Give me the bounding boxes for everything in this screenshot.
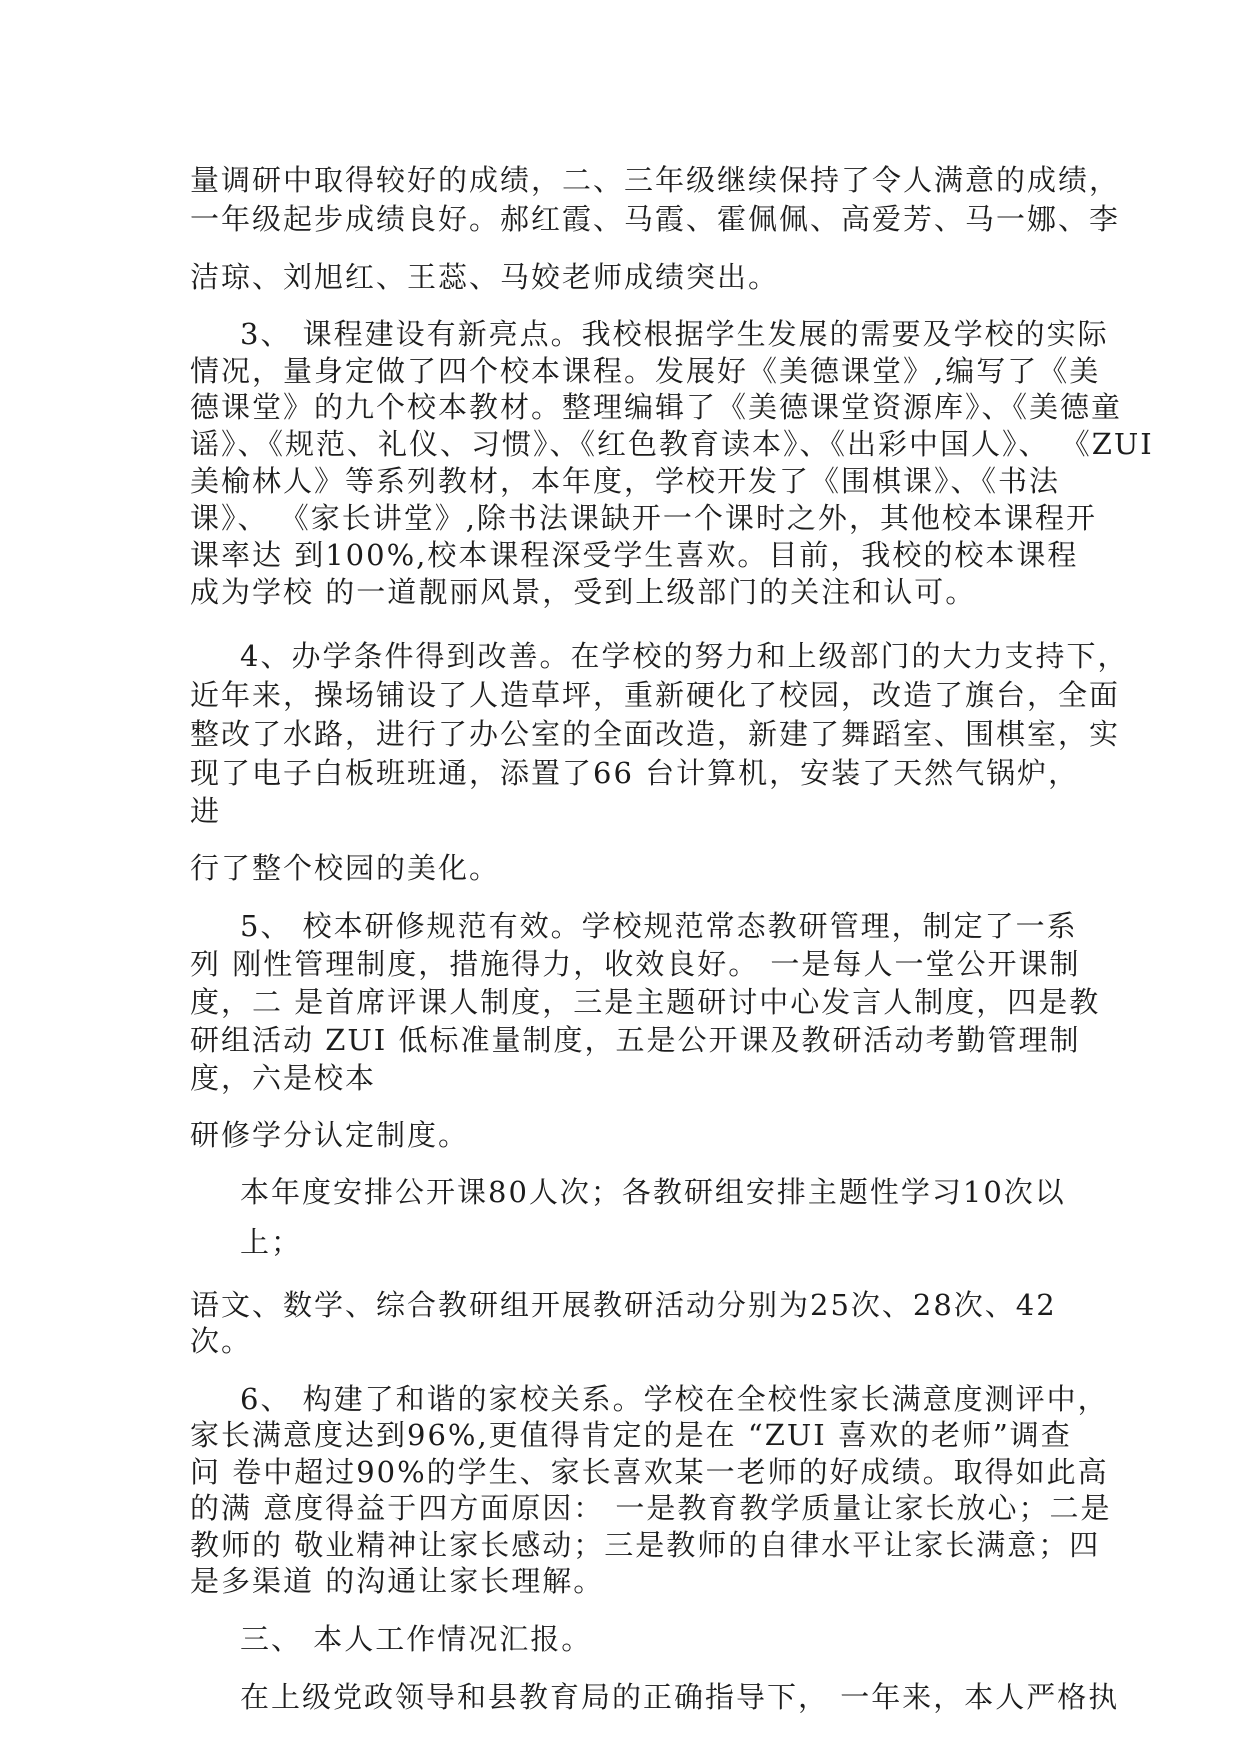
paragraph-line: 整改了水路，进行了办公室的全面改造，新建了舞蹈室、围棋室，实 [190, 717, 1121, 751]
paragraph-line: 洁琼、刘旭红、王蕊、马姣老师成绩突出。 [190, 260, 780, 294]
paragraph-line: 谣》、《规范、礼仪、习惯》、《红色教育读本》、《出彩中国人》、 《ZUI [190, 427, 1154, 461]
paragraph-line: 德课堂》的九个校本教材。整理编辑了《美德课堂资源库》、《美德童 [190, 390, 1123, 424]
paragraph-line: 研修学分认定制度。 [190, 1118, 470, 1152]
paragraph-line: 课》、 《家长讲堂》,除书法课缺开一个课时之外，其他校本课程开 [190, 501, 1097, 535]
paragraph-line: 列 刚性管理制度，措施得力，收效良好。 一是每人一堂公开课制 [190, 947, 1081, 981]
paragraph-line: 近年来，操场铺设了人造草坪，重新硬化了校园，改造了旗台，全面 [190, 678, 1121, 712]
paragraph-line: 情况，量身定做了四个校本课程。发展好《美德课堂》,编写了《美 [190, 354, 1101, 388]
paragraph-line: 是多渠道 的沟通让家长理解。 [190, 1564, 605, 1598]
paragraph-line: 美榆林人》等系列教材，本年度，学校开发了《围棋课》、《书法 [190, 464, 1061, 498]
paragraph-line: 次。 [190, 1324, 253, 1358]
paragraph-line: 6、 构建了和谐的家校关系。学校在全校性家长满意度测评中， [240, 1382, 1109, 1416]
paragraph-line: 度，六是校本 [190, 1061, 377, 1095]
paragraph-line: 课率达 到100%,校本课程深受学生喜欢。目前，我校的校本课程 [190, 538, 1079, 572]
paragraph-line: 教师的 敬业精神让家长感动；三是教师的自律水平让家长满意；四 [190, 1528, 1101, 1562]
paragraph-line: 现了电子白板班班通，添置了66 台计算机，安装了天然气锅炉， [190, 756, 1080, 790]
paragraph-line: 进 [190, 794, 222, 828]
paragraph-line: 量调研中取得较好的成绩，二、三年级继续保持了令人满意的成绩， [190, 163, 1121, 197]
paragraph-line: 家长满意度达到96%,更值得肯定的是在 “ZUI 喜欢的老师”调查 [190, 1418, 1072, 1452]
paragraph-line: 行了整个校园的美化。 [190, 851, 501, 885]
paragraph-line: 本年度安排公开课80人次；各教研组安排主题性学习10次以 [240, 1175, 1066, 1209]
paragraph-line: 5、 校本研修规范有效。学校规范常态教研管理，制定了一系 [240, 909, 1078, 943]
paragraph-line: 成为学校 的一道靓丽风景，受到上级部门的关注和认可。 [190, 575, 977, 609]
paragraph-line: 问 卷中超过90%的学生、家长喜欢某一老师的好成绩。取得如此高 [190, 1455, 1109, 1489]
paragraph-line: 4、办学条件得到改善。在学校的努力和上级部门的大力支持下， [240, 639, 1129, 673]
paragraph-line: 的满 意度得益于四方面原因： 一是教育教学质量让家长放心；二是 [190, 1491, 1112, 1525]
paragraph-line: 在上级党政领导和县教育局的正确指导下， 一年来，本人严格执 [240, 1680, 1120, 1714]
paragraph-line: 上； [240, 1225, 303, 1259]
paragraph-line: 3、 课程建设有新亮点。我校根据学生发展的需要及学校的实际 [240, 317, 1109, 351]
paragraph-line: 语文、数学、综合教研组开展教研活动分别为25次、28次、42 [190, 1288, 1057, 1322]
paragraph-line: 研组活动 ZUI 低标准量制度，五是公开课及教研活动考勤管理制 [190, 1023, 1081, 1057]
section-heading: 三、 本人工作情况汇报。 [240, 1622, 593, 1656]
paragraph-line: 度，二 是首席评课人制度，三是主题研讨中心发言人制度，四是教 [190, 985, 1101, 1019]
paragraph-line: 一年级起步成绩良好。郝红霞、马霞、霍佩佩、高爱芳、马一娜、李 [190, 202, 1121, 236]
